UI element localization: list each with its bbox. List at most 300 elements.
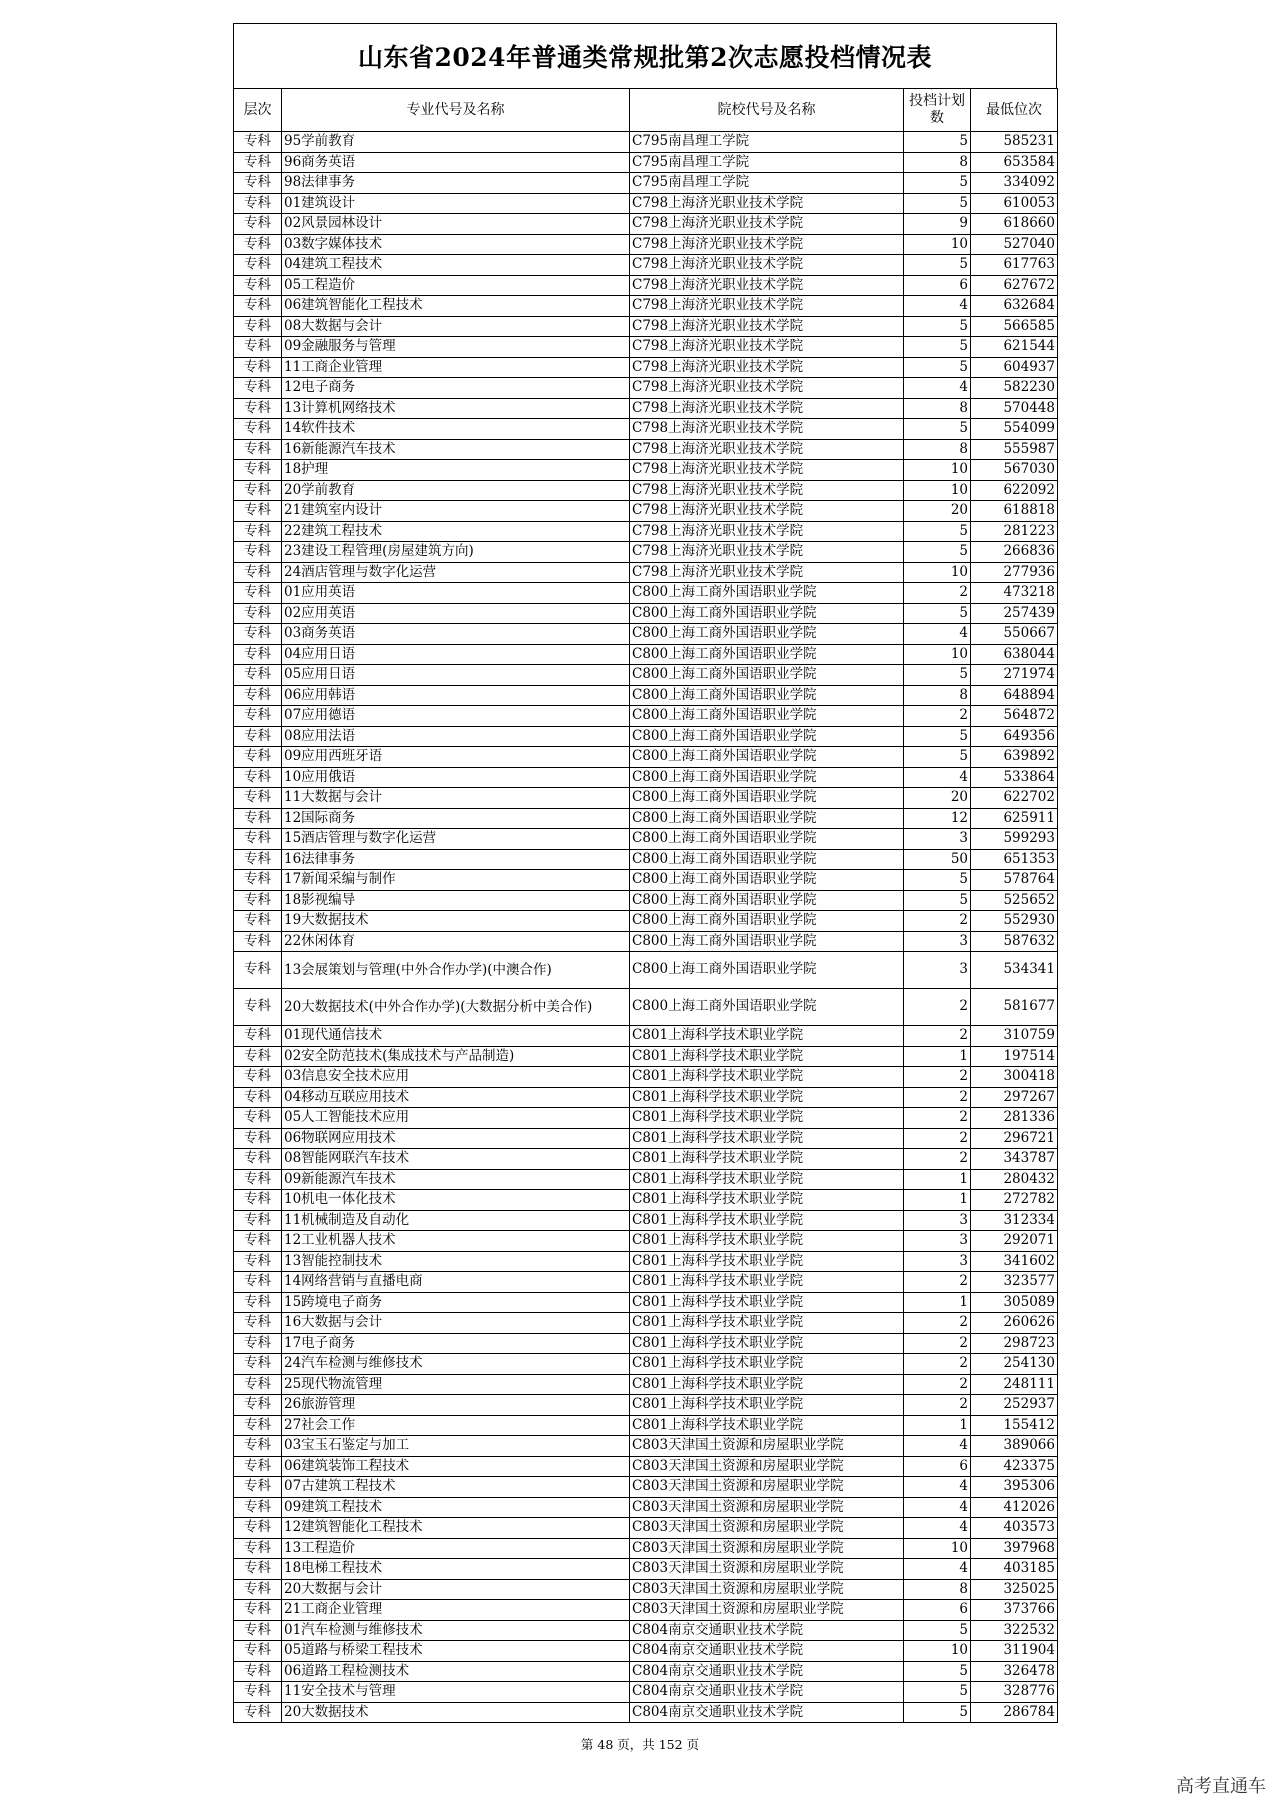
table-row — [234, 1641, 1058, 1662]
cell-major: 19大数据技术 — [282, 911, 630, 932]
header-rank: 最低位次 — [971, 89, 1058, 132]
table-row — [234, 1497, 1058, 1518]
cell-level: 专科 — [234, 275, 282, 296]
cell-level: 专科 — [234, 583, 282, 604]
table-row — [234, 296, 1058, 317]
table-row — [234, 439, 1058, 460]
cell-level: 专科 — [234, 1518, 282, 1539]
cell-rank: 618660 — [971, 214, 1058, 235]
cell-plan: 4 — [904, 767, 971, 788]
cell-level: 专科 — [234, 767, 282, 788]
cell-level: 专科 — [234, 1436, 282, 1457]
table-row — [234, 234, 1058, 255]
cell-school: C800上海工商外国语职业学院 — [630, 870, 904, 891]
cell-level: 专科 — [234, 1231, 282, 1252]
cell-major: 05人工智能技术应用 — [282, 1108, 630, 1129]
cell-rank: 389066 — [971, 1436, 1058, 1457]
cell-level: 专科 — [234, 1149, 282, 1170]
table-row — [234, 1067, 1058, 1088]
cell-major: 26旅游管理 — [282, 1395, 630, 1416]
cell-major: 01应用英语 — [282, 583, 630, 604]
cell-plan: 2 — [904, 1128, 971, 1149]
cell-major: 15跨境电子商务 — [282, 1292, 630, 1313]
table-row — [234, 1395, 1058, 1416]
table-row — [234, 1087, 1058, 1108]
cell-plan: 3 — [904, 952, 971, 989]
table-row — [234, 1272, 1058, 1293]
cell-level: 专科 — [234, 1477, 282, 1498]
cell-plan: 2 — [904, 911, 971, 932]
cell-rank: 599293 — [971, 829, 1058, 850]
cell-school: C798上海济光职业技术学院 — [630, 234, 904, 255]
cell-school: C798上海济光职业技术学院 — [630, 501, 904, 522]
cell-major: 13智能控制技术 — [282, 1251, 630, 1272]
cell-major: 06建筑装饰工程技术 — [282, 1456, 630, 1477]
cell-school: C801上海科学技术职业学院 — [630, 1231, 904, 1252]
cell-rank: 566585 — [971, 316, 1058, 337]
cell-rank: 311904 — [971, 1641, 1058, 1662]
cell-school: C803天津国土资源和房屋职业学院 — [630, 1477, 904, 1498]
cell-level: 专科 — [234, 398, 282, 419]
table-header-row — [234, 89, 1058, 132]
table-row — [234, 316, 1058, 337]
cell-plan: 2 — [904, 1374, 971, 1395]
table-row — [234, 378, 1058, 399]
cell-rank: 271974 — [971, 665, 1058, 686]
cell-level: 专科 — [234, 1415, 282, 1436]
cell-plan: 6 — [904, 1600, 971, 1621]
cell-school: C801上海科学技术职业学院 — [630, 1395, 904, 1416]
cell-school: C801上海科学技术职业学院 — [630, 1108, 904, 1129]
cell-major: 09金融服务与管理 — [282, 337, 630, 358]
table-row — [234, 603, 1058, 624]
header-level: 层次 — [234, 89, 282, 132]
cell-plan: 12 — [904, 808, 971, 829]
cell-plan: 1 — [904, 1169, 971, 1190]
cell-plan: 4 — [904, 296, 971, 317]
cell-school: C804南京交通职业技术学院 — [630, 1641, 904, 1662]
cell-rank: 567030 — [971, 460, 1058, 481]
cell-plan: 5 — [904, 1661, 971, 1682]
cell-major: 20学前教育 — [282, 480, 630, 501]
cell-school: C800上海工商外国语职业学院 — [630, 583, 904, 604]
cell-level: 专科 — [234, 1497, 282, 1518]
cell-school: C801上海科学技术职业学院 — [630, 1251, 904, 1272]
cell-rank: 280432 — [971, 1169, 1058, 1190]
cell-plan: 8 — [904, 685, 971, 706]
table-row — [234, 808, 1058, 829]
cell-plan: 10 — [904, 234, 971, 255]
cell-plan: 2 — [904, 1333, 971, 1354]
cell-rank: 310759 — [971, 1026, 1058, 1047]
cell-rank: 552930 — [971, 911, 1058, 932]
watermark: 高考直通车 — [1176, 1776, 1266, 1797]
cell-level: 专科 — [234, 521, 282, 542]
cell-school: C803天津国土资源和房屋职业学院 — [630, 1436, 904, 1457]
cell-major: 03数字媒体技术 — [282, 234, 630, 255]
cell-level: 专科 — [234, 1559, 282, 1580]
cell-major: 21工商企业管理 — [282, 1600, 630, 1621]
cell-rank: 403185 — [971, 1559, 1058, 1580]
cell-rank: 323577 — [971, 1272, 1058, 1293]
table-row — [234, 1354, 1058, 1375]
report-sheet — [233, 23, 1057, 1723]
cell-major: 08应用法语 — [282, 726, 630, 747]
table-row — [234, 480, 1058, 501]
cell-major: 27社会工作 — [282, 1415, 630, 1436]
table-row — [234, 1436, 1058, 1457]
cell-level: 专科 — [234, 911, 282, 932]
cell-plan: 5 — [904, 890, 971, 911]
cell-rank: 582230 — [971, 378, 1058, 399]
cell-plan: 2 — [904, 706, 971, 727]
cell-major: 13计算机网络技术 — [282, 398, 630, 419]
table-row — [234, 1313, 1058, 1334]
cell-plan: 6 — [904, 275, 971, 296]
cell-major: 20大数据技术 — [282, 1702, 630, 1723]
cell-major: 07应用德语 — [282, 706, 630, 727]
cell-major: 07古建筑工程技术 — [282, 1477, 630, 1498]
cell-plan: 2 — [904, 1067, 971, 1088]
cell-school: C798上海济光职业技术学院 — [630, 337, 904, 358]
cell-level: 专科 — [234, 460, 282, 481]
cell-plan: 10 — [904, 562, 971, 583]
cell-plan: 3 — [904, 1251, 971, 1272]
cell-level: 专科 — [234, 234, 282, 255]
cell-school: C798上海济光职业技术学院 — [630, 460, 904, 481]
cell-major: 03商务英语 — [282, 624, 630, 645]
cell-plan: 5 — [904, 316, 971, 337]
cell-plan: 2 — [904, 989, 971, 1026]
cell-major: 14网络营销与直播电商 — [282, 1272, 630, 1293]
table-row — [234, 562, 1058, 583]
cell-level: 专科 — [234, 1579, 282, 1600]
cell-major: 16大数据与会计 — [282, 1313, 630, 1334]
cell-level: 专科 — [234, 193, 282, 214]
cell-school: C801上海科学技术职业学院 — [630, 1374, 904, 1395]
cell-level: 专科 — [234, 337, 282, 358]
cell-rank: 312334 — [971, 1210, 1058, 1231]
cell-level: 专科 — [234, 1128, 282, 1149]
cell-major: 22建筑工程技术 — [282, 521, 630, 542]
cell-school: C800上海工商外国语职业学院 — [630, 644, 904, 665]
cell-school: C798上海济光职业技术学院 — [630, 398, 904, 419]
cell-rank: 610053 — [971, 193, 1058, 214]
cell-school: C803天津国土资源和房屋职业学院 — [630, 1538, 904, 1559]
cell-school: C801上海科学技术职业学院 — [630, 1354, 904, 1375]
cell-plan: 5 — [904, 1702, 971, 1723]
cell-major: 05道路与桥梁工程技术 — [282, 1641, 630, 1662]
cell-plan: 5 — [904, 132, 971, 153]
cell-level: 专科 — [234, 1374, 282, 1395]
cell-school: C801上海科学技术职业学院 — [630, 1026, 904, 1047]
cell-major: 11工商企业管理 — [282, 357, 630, 378]
table-row — [234, 132, 1058, 153]
cell-major: 03宝玉石鉴定与加工 — [282, 1436, 630, 1457]
cell-rank: 334092 — [971, 173, 1058, 194]
cell-rank: 296721 — [971, 1128, 1058, 1149]
cell-major: 10应用俄语 — [282, 767, 630, 788]
cell-major: 05工程造价 — [282, 275, 630, 296]
table-row — [234, 870, 1058, 891]
page-title: 山东省2024年普通类常规批第2次志愿投档情况表 — [358, 43, 932, 72]
cell-school: C798上海济光职业技术学院 — [630, 357, 904, 378]
cell-plan: 10 — [904, 480, 971, 501]
page-footer: 第 48 页，共 152 页 — [580, 1737, 700, 1752]
cell-rank: 298723 — [971, 1333, 1058, 1354]
cell-rank: 155412 — [971, 1415, 1058, 1436]
cell-school: C800上海工商外国语职业学院 — [630, 849, 904, 870]
cell-plan: 4 — [904, 624, 971, 645]
table-row — [234, 1231, 1058, 1252]
cell-major: 25现代物流管理 — [282, 1374, 630, 1395]
cell-rank: 341602 — [971, 1251, 1058, 1272]
cell-plan: 5 — [904, 419, 971, 440]
cell-level: 专科 — [234, 1313, 282, 1334]
table-row — [234, 255, 1058, 276]
cell-major: 06应用韩语 — [282, 685, 630, 706]
table-row — [234, 542, 1058, 563]
cell-level: 专科 — [234, 1702, 282, 1723]
cell-major: 23建设工程管理(房屋建筑方向) — [282, 542, 630, 563]
cell-major: 96商务英语 — [282, 152, 630, 173]
cell-major: 06道路工程检测技术 — [282, 1661, 630, 1682]
cell-major: 12建筑智能化工程技术 — [282, 1518, 630, 1539]
cell-rank: 527040 — [971, 234, 1058, 255]
cell-rank: 281336 — [971, 1108, 1058, 1129]
cell-major: 22休闲体育 — [282, 931, 630, 952]
cell-plan: 4 — [904, 378, 971, 399]
table-row — [234, 1108, 1058, 1129]
cell-rank: 627672 — [971, 275, 1058, 296]
cell-level: 专科 — [234, 989, 282, 1026]
table-row — [234, 1538, 1058, 1559]
cell-plan: 8 — [904, 1579, 971, 1600]
cell-rank: 326478 — [971, 1661, 1058, 1682]
table-row — [234, 685, 1058, 706]
cell-school: C801上海科学技术职业学院 — [630, 1067, 904, 1088]
table-row — [234, 747, 1058, 768]
cell-major: 02安全防范技术(集成技术与产品制造) — [282, 1046, 630, 1067]
cell-plan: 2 — [904, 1026, 971, 1047]
cell-rank: 525652 — [971, 890, 1058, 911]
cell-rank: 570448 — [971, 398, 1058, 419]
cell-major: 13工程造价 — [282, 1538, 630, 1559]
cell-rank: 534341 — [971, 952, 1058, 989]
table-row — [234, 152, 1058, 173]
cell-school: C801上海科学技术职业学院 — [630, 1087, 904, 1108]
cell-plan: 20 — [904, 501, 971, 522]
cell-plan: 10 — [904, 1641, 971, 1662]
cell-school: C801上海科学技术职业学院 — [630, 1046, 904, 1067]
cell-school: C800上海工商外国语职业学院 — [630, 665, 904, 686]
cell-level: 专科 — [234, 296, 282, 317]
table-row — [234, 1661, 1058, 1682]
header-school: 院校代号及名称 — [630, 89, 904, 132]
cell-level: 专科 — [234, 1333, 282, 1354]
cell-plan: 5 — [904, 665, 971, 686]
cell-school: C803天津国土资源和房屋职业学院 — [630, 1456, 904, 1477]
cell-school: C798上海济光职业技术学院 — [630, 193, 904, 214]
cell-level: 专科 — [234, 1169, 282, 1190]
cell-rank: 649356 — [971, 726, 1058, 747]
cell-plan: 5 — [904, 747, 971, 768]
cell-rank: 653584 — [971, 152, 1058, 173]
table-row — [234, 583, 1058, 604]
table-row — [234, 501, 1058, 522]
cell-school: C795南昌理工学院 — [630, 173, 904, 194]
cell-school: C801上海科学技术职业学院 — [630, 1272, 904, 1293]
cell-major: 15酒店管理与数字化运营 — [282, 829, 630, 850]
cell-school: C803天津国土资源和房屋职业学院 — [630, 1518, 904, 1539]
cell-level: 专科 — [234, 890, 282, 911]
cell-rank: 286784 — [971, 1702, 1058, 1723]
table-row — [234, 193, 1058, 214]
cell-rank: 622702 — [971, 788, 1058, 809]
cell-level: 专科 — [234, 419, 282, 440]
cell-plan: 10 — [904, 644, 971, 665]
cell-rank: 621544 — [971, 337, 1058, 358]
cell-major: 03信息安全技术应用 — [282, 1067, 630, 1088]
cell-plan: 5 — [904, 870, 971, 891]
cell-level: 专科 — [234, 706, 282, 727]
cell-school: C801上海科学技术职业学院 — [630, 1292, 904, 1313]
cell-school: C798上海济光职业技术学院 — [630, 275, 904, 296]
cell-rank: 651353 — [971, 849, 1058, 870]
cell-plan: 5 — [904, 173, 971, 194]
cell-level: 专科 — [234, 1190, 282, 1211]
cell-rank: 305089 — [971, 1292, 1058, 1313]
cell-plan: 5 — [904, 255, 971, 276]
table-row — [234, 1477, 1058, 1498]
cell-major: 10机电一体化技术 — [282, 1190, 630, 1211]
cell-plan: 1 — [904, 1415, 971, 1436]
table-row — [234, 419, 1058, 440]
cell-rank: 648894 — [971, 685, 1058, 706]
cell-plan: 2 — [904, 1313, 971, 1334]
cell-plan: 1 — [904, 1190, 971, 1211]
cell-rank: 260626 — [971, 1313, 1058, 1334]
cell-major: 20大数据与会计 — [282, 1579, 630, 1600]
cell-rank: 533864 — [971, 767, 1058, 788]
cell-major: 08智能网联汽车技术 — [282, 1149, 630, 1170]
table-row — [234, 1169, 1058, 1190]
cell-plan: 5 — [904, 542, 971, 563]
cell-level: 专科 — [234, 542, 282, 563]
cell-rank: 197514 — [971, 1046, 1058, 1067]
cell-rank: 550667 — [971, 624, 1058, 645]
table-row — [234, 1333, 1058, 1354]
cell-rank: 423375 — [971, 1456, 1058, 1477]
table-row — [234, 337, 1058, 358]
cell-level: 专科 — [234, 1251, 282, 1272]
cell-school: C804南京交通职业技术学院 — [630, 1620, 904, 1641]
table-row — [234, 665, 1058, 686]
cell-plan: 3 — [904, 1231, 971, 1252]
cell-rank: 266836 — [971, 542, 1058, 563]
table-body — [234, 132, 1058, 1723]
cell-school: C800上海工商外国语职业学院 — [630, 829, 904, 850]
cell-level: 专科 — [234, 1026, 282, 1047]
cell-rank: 292071 — [971, 1231, 1058, 1252]
cell-plan: 4 — [904, 1477, 971, 1498]
cell-school: C798上海济光职业技术学院 — [630, 255, 904, 276]
cell-plan: 2 — [904, 1272, 971, 1293]
cell-rank: 638044 — [971, 644, 1058, 665]
cell-rank: 604937 — [971, 357, 1058, 378]
cell-plan: 2 — [904, 1354, 971, 1375]
table-row — [234, 1026, 1058, 1047]
cell-rank: 272782 — [971, 1190, 1058, 1211]
cell-school: C798上海济光职业技术学院 — [630, 439, 904, 460]
cell-school: C801上海科学技术职业学院 — [630, 1415, 904, 1436]
cell-plan: 3 — [904, 829, 971, 850]
cell-school: C800上海工商外国语职业学院 — [630, 706, 904, 727]
cell-rank: 254130 — [971, 1354, 1058, 1375]
cell-major: 17新闻采编与制作 — [282, 870, 630, 891]
table-row — [234, 1620, 1058, 1641]
cell-school: C800上海工商外国语职业学院 — [630, 603, 904, 624]
table-row — [234, 1210, 1058, 1231]
header-major: 专业代号及名称 — [282, 89, 630, 132]
table-row — [234, 1682, 1058, 1703]
cell-major: 02应用英语 — [282, 603, 630, 624]
cell-school: C798上海济光职业技术学院 — [630, 214, 904, 235]
cell-major: 18护理 — [282, 460, 630, 481]
cell-major: 01汽车检测与维修技术 — [282, 1620, 630, 1641]
cell-level: 专科 — [234, 747, 282, 768]
cell-level: 专科 — [234, 788, 282, 809]
cell-school: C798上海济光职业技术学院 — [630, 378, 904, 399]
cell-major: 09应用西班牙语 — [282, 747, 630, 768]
cell-school: C800上海工商外国语职业学院 — [630, 911, 904, 932]
cell-level: 专科 — [234, 255, 282, 276]
cell-level: 专科 — [234, 439, 282, 460]
cell-level: 专科 — [234, 952, 282, 989]
cell-plan: 20 — [904, 788, 971, 809]
table-row — [234, 1292, 1058, 1313]
cell-school: C800上海工商外国语职业学院 — [630, 808, 904, 829]
cell-school: C801上海科学技术职业学院 — [630, 1128, 904, 1149]
cell-school: C800上海工商外国语职业学院 — [630, 788, 904, 809]
table-row — [234, 890, 1058, 911]
cell-level: 专科 — [234, 1641, 282, 1662]
cell-major: 95学前教育 — [282, 132, 630, 153]
cell-level: 专科 — [234, 1067, 282, 1088]
cell-level: 专科 — [234, 1046, 282, 1067]
table-row — [234, 1128, 1058, 1149]
cell-school: C798上海济光职业技术学院 — [630, 419, 904, 440]
cell-plan: 3 — [904, 1210, 971, 1231]
cell-level: 专科 — [234, 132, 282, 153]
cell-major: 01现代通信技术 — [282, 1026, 630, 1047]
table-row — [234, 767, 1058, 788]
cell-major: 21建筑室内设计 — [282, 501, 630, 522]
table-row — [234, 1559, 1058, 1580]
cell-level: 专科 — [234, 173, 282, 194]
cell-plan: 8 — [904, 152, 971, 173]
cell-school: C800上海工商外国语职业学院 — [630, 747, 904, 768]
cell-rank: 252937 — [971, 1395, 1058, 1416]
cell-level: 专科 — [234, 603, 282, 624]
cell-major: 14软件技术 — [282, 419, 630, 440]
cell-rank: 412026 — [971, 1497, 1058, 1518]
table-row — [234, 788, 1058, 809]
table-row — [234, 1456, 1058, 1477]
cell-rank: 564872 — [971, 706, 1058, 727]
cell-major: 01建筑设计 — [282, 193, 630, 214]
cell-level: 专科 — [234, 1210, 282, 1231]
